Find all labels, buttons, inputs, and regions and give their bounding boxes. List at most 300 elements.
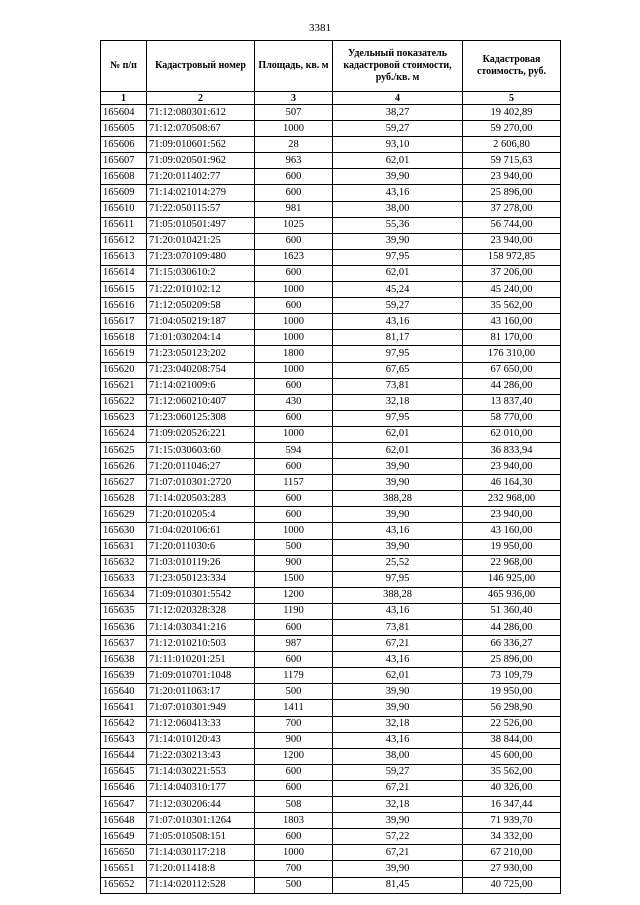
cell-specific-value: 388,28: [333, 491, 463, 507]
cell-row-number: 165652: [101, 877, 147, 893]
cell-specific-value: 62,01: [333, 442, 463, 458]
cell-cadastral-value: 158 972,85: [463, 249, 561, 265]
cell-specific-value: 25,52: [333, 555, 463, 571]
cell-cadastral-value: 44 286,00: [463, 620, 561, 636]
cell-cadastral-value: 19 950,00: [463, 684, 561, 700]
cell-cadastral-number: 71:14:021014:279: [147, 185, 255, 201]
cell-cadastral-number: 71:20:011402:77: [147, 169, 255, 185]
cell-area: 1000: [255, 330, 333, 346]
cell-cadastral-number: 71:20:011418:8: [147, 861, 255, 877]
cell-specific-value: 43,16: [333, 732, 463, 748]
cell-cadastral-number: 71:07:010301:2720: [147, 475, 255, 491]
cell-cadastral-value: 2 606,80: [463, 137, 561, 153]
cell-row-number: 165640: [101, 684, 147, 700]
cell-cadastral-value: 23 940,00: [463, 233, 561, 249]
cell-row-number: 165631: [101, 539, 147, 555]
cell-specific-value: 62,01: [333, 668, 463, 684]
cell-specific-value: 38,00: [333, 201, 463, 217]
table-row: [101, 394, 561, 410]
table-row: [101, 877, 561, 893]
column-number: 5: [463, 92, 561, 105]
cell-cadastral-number: 71:12:030206:44: [147, 797, 255, 813]
cell-specific-value: 43,16: [333, 652, 463, 668]
cell-specific-value: 38,27: [333, 105, 463, 121]
cell-row-number: 165639: [101, 668, 147, 684]
cell-specific-value: 43,16: [333, 603, 463, 619]
cell-specific-value: 32,18: [333, 716, 463, 732]
cell-row-number: 165617: [101, 314, 147, 330]
cell-area: 1025: [255, 217, 333, 233]
cell-cadastral-number: 71:09:010301:5542: [147, 587, 255, 603]
cadastral-value-table: [100, 40, 561, 894]
cell-cadastral-number: 71:20:010421:25: [147, 233, 255, 249]
cell-area: 1200: [255, 748, 333, 764]
cell-cadastral-number: 71:14:020503:283: [147, 491, 255, 507]
cell-area: 1000: [255, 314, 333, 330]
cell-row-number: 165606: [101, 137, 147, 153]
cell-cadastral-number: 71:07:010301:949: [147, 700, 255, 716]
cell-cadastral-value: 43 160,00: [463, 314, 561, 330]
cell-cadastral-value: 56 744,00: [463, 217, 561, 233]
table-row: [101, 169, 561, 185]
table-row: [101, 797, 561, 813]
cell-cadastral-value: 16 347,44: [463, 797, 561, 813]
cell-cadastral-number: 71:14:021009:6: [147, 378, 255, 394]
table-row: [101, 314, 561, 330]
table-row: [101, 491, 561, 507]
cell-cadastral-value: 71 939,70: [463, 813, 561, 829]
cell-specific-value: 73,81: [333, 378, 463, 394]
cell-cadastral-number: 71:20:010205:4: [147, 507, 255, 523]
cell-cadastral-value: 35 562,00: [463, 764, 561, 780]
cell-specific-value: 81,45: [333, 877, 463, 893]
cell-cadastral-value: 19 402,89: [463, 105, 561, 121]
cell-row-number: 165604: [101, 105, 147, 121]
cell-cadastral-value: 465 936,00: [463, 587, 561, 603]
header-specific-value: Удельный показатель кадастровой стоимости, руб./кв. м: [333, 41, 463, 92]
cell-cadastral-value: 59 270,00: [463, 121, 561, 137]
cell-specific-value: 62,01: [333, 426, 463, 442]
cell-cadastral-number: 71:23:040208:754: [147, 362, 255, 378]
table-row: [101, 571, 561, 587]
cell-cadastral-value: 56 298,90: [463, 700, 561, 716]
cell-specific-value: 39,90: [333, 861, 463, 877]
cell-row-number: 165626: [101, 459, 147, 475]
cell-cadastral-value: 25 896,00: [463, 185, 561, 201]
header-cadastral-number: Кадастровый номер: [147, 41, 255, 92]
cell-cadastral-number: 71:20:011030:6: [147, 539, 255, 555]
table-row: [101, 346, 561, 362]
table-row: [101, 426, 561, 442]
cell-cadastral-number: 71:14:030221:553: [147, 764, 255, 780]
cell-area: 600: [255, 652, 333, 668]
cell-cadastral-number: 71:12:050209:58: [147, 298, 255, 314]
column-number: 3: [255, 92, 333, 105]
cell-specific-value: 59,27: [333, 298, 463, 314]
table-row: [101, 555, 561, 571]
cell-cadastral-value: 40 326,00: [463, 780, 561, 796]
table-row: [101, 330, 561, 346]
cell-cadastral-number: 71:09:010701:1048: [147, 668, 255, 684]
cell-specific-value: 73,81: [333, 620, 463, 636]
cell-row-number: 165650: [101, 845, 147, 861]
cell-specific-value: 45,24: [333, 282, 463, 298]
table-row: [101, 201, 561, 217]
column-number: 1: [101, 92, 147, 105]
cell-cadastral-value: 232 968,00: [463, 491, 561, 507]
cell-row-number: 165645: [101, 764, 147, 780]
cell-area: 1000: [255, 426, 333, 442]
cell-row-number: 165649: [101, 829, 147, 845]
table-row: [101, 539, 561, 555]
cell-cadastral-number: 71:11:010201:251: [147, 652, 255, 668]
cell-row-number: 165620: [101, 362, 147, 378]
cell-cadastral-value: 66 336,27: [463, 636, 561, 652]
cell-area: 1623: [255, 249, 333, 265]
cell-cadastral-value: 51 360,40: [463, 603, 561, 619]
cell-row-number: 165623: [101, 410, 147, 426]
cell-specific-value: 67,21: [333, 845, 463, 861]
cell-row-number: 165630: [101, 523, 147, 539]
cell-area: 600: [255, 185, 333, 201]
cell-area: 600: [255, 265, 333, 281]
cell-specific-value: 62,01: [333, 265, 463, 281]
cell-cadastral-number: 71:03:010119:26: [147, 555, 255, 571]
cell-row-number: 165614: [101, 265, 147, 281]
cell-row-number: 165642: [101, 716, 147, 732]
table-row: [101, 587, 561, 603]
cell-area: 1157: [255, 475, 333, 491]
table-row: [101, 121, 561, 137]
cell-specific-value: 388,28: [333, 587, 463, 603]
table-row: [101, 603, 561, 619]
table-row: [101, 298, 561, 314]
cell-specific-value: 97,95: [333, 410, 463, 426]
cell-cadastral-value: 34 332,00: [463, 829, 561, 845]
cell-row-number: 165629: [101, 507, 147, 523]
cell-area: 1190: [255, 603, 333, 619]
cell-area: 600: [255, 233, 333, 249]
table-row: [101, 185, 561, 201]
cell-specific-value: 67,65: [333, 362, 463, 378]
cell-area: 1411: [255, 700, 333, 716]
cell-specific-value: 43,16: [333, 314, 463, 330]
cell-row-number: 165634: [101, 587, 147, 603]
cell-cadastral-value: 37 278,00: [463, 201, 561, 217]
cell-area: 1000: [255, 523, 333, 539]
cell-cadastral-number: 71:05:010501:497: [147, 217, 255, 233]
cell-row-number: 165616: [101, 298, 147, 314]
cell-specific-value: 39,90: [333, 475, 463, 491]
cell-specific-value: 97,95: [333, 346, 463, 362]
cell-cadastral-value: 25 896,00: [463, 652, 561, 668]
cell-specific-value: 32,18: [333, 797, 463, 813]
cell-cadastral-number: 71:23:070109:480: [147, 249, 255, 265]
cell-area: 700: [255, 861, 333, 877]
table-row: [101, 249, 561, 265]
cell-specific-value: 97,95: [333, 249, 463, 265]
cell-specific-value: 43,16: [333, 523, 463, 539]
cell-cadastral-value: 43 160,00: [463, 523, 561, 539]
table-row: [101, 459, 561, 475]
cell-cadastral-number: 71:09:010601:562: [147, 137, 255, 153]
cell-row-number: 165605: [101, 121, 147, 137]
cell-area: 430: [255, 394, 333, 410]
table-row: [101, 153, 561, 169]
table-row: [101, 265, 561, 281]
cell-cadastral-value: 45 600,00: [463, 748, 561, 764]
cell-row-number: 165612: [101, 233, 147, 249]
header-area: Площадь, кв. м: [255, 41, 333, 92]
table-row: [101, 732, 561, 748]
table-row: [101, 475, 561, 491]
cell-row-number: 165608: [101, 169, 147, 185]
cell-area: 600: [255, 829, 333, 845]
table-header-row: [101, 41, 561, 92]
table-row: [101, 668, 561, 684]
cell-row-number: 165613: [101, 249, 147, 265]
cell-cadastral-number: 71:22:050115:57: [147, 201, 255, 217]
cell-cadastral-number: 71:07:010301:1264: [147, 813, 255, 829]
cell-specific-value: 97,95: [333, 571, 463, 587]
cell-row-number: 165619: [101, 346, 147, 362]
table-row: [101, 362, 561, 378]
cell-area: 900: [255, 555, 333, 571]
column-number-row: [101, 92, 561, 105]
cell-cadastral-number: 71:12:080301:612: [147, 105, 255, 121]
cell-cadastral-value: 13 837,40: [463, 394, 561, 410]
cell-cadastral-value: 38 844,00: [463, 732, 561, 748]
table-row: [101, 684, 561, 700]
cell-cadastral-number: 71:22:030213:43: [147, 748, 255, 764]
cell-specific-value: 38,00: [333, 748, 463, 764]
cell-area: 900: [255, 732, 333, 748]
cell-specific-value: 39,90: [333, 233, 463, 249]
cell-area: 600: [255, 780, 333, 796]
cell-specific-value: 39,90: [333, 539, 463, 555]
cell-row-number: 165632: [101, 555, 147, 571]
cell-area: 594: [255, 442, 333, 458]
cell-specific-value: 39,90: [333, 459, 463, 475]
table-row: [101, 652, 561, 668]
cell-area: 600: [255, 298, 333, 314]
cell-cadastral-number: 71:14:030341:216: [147, 620, 255, 636]
cell-area: 500: [255, 877, 333, 893]
cell-row-number: 165643: [101, 732, 147, 748]
cell-specific-value: 39,90: [333, 813, 463, 829]
cell-cadastral-number: 71:23:060125:308: [147, 410, 255, 426]
cell-specific-value: 93,10: [333, 137, 463, 153]
cell-row-number: 165644: [101, 748, 147, 764]
cell-specific-value: 67,21: [333, 780, 463, 796]
cell-row-number: 165647: [101, 797, 147, 813]
column-number: 2: [147, 92, 255, 105]
cell-cadastral-number: 71:22:010102:12: [147, 282, 255, 298]
cell-specific-value: 59,27: [333, 121, 463, 137]
cell-cadastral-number: 71:05:010508:151: [147, 829, 255, 845]
cell-cadastral-number: 71:01:030204:14: [147, 330, 255, 346]
table-body: [101, 105, 561, 894]
cell-area: 508: [255, 797, 333, 813]
cell-cadastral-value: 146 925,00: [463, 571, 561, 587]
cell-area: 507: [255, 105, 333, 121]
cell-cadastral-number: 71:20:011046:27: [147, 459, 255, 475]
cell-row-number: 165628: [101, 491, 147, 507]
cell-row-number: 165607: [101, 153, 147, 169]
cell-row-number: 165611: [101, 217, 147, 233]
cell-area: 500: [255, 539, 333, 555]
cell-row-number: 165618: [101, 330, 147, 346]
cell-row-number: 165610: [101, 201, 147, 217]
cell-row-number: 165641: [101, 700, 147, 716]
table-row: [101, 813, 561, 829]
cell-row-number: 165621: [101, 378, 147, 394]
cell-area: 1803: [255, 813, 333, 829]
table-row: [101, 780, 561, 796]
cell-cadastral-value: 67 650,00: [463, 362, 561, 378]
cell-area: 28: [255, 137, 333, 153]
table-row: [101, 861, 561, 877]
cell-cadastral-value: 36 833,94: [463, 442, 561, 458]
cell-row-number: 165622: [101, 394, 147, 410]
cell-cadastral-number: 71:14:040310:177: [147, 780, 255, 796]
cell-area: 981: [255, 201, 333, 217]
cell-cadastral-value: 81 170,00: [463, 330, 561, 346]
table-row: [101, 620, 561, 636]
cell-specific-value: 55,36: [333, 217, 463, 233]
cell-specific-value: 81,17: [333, 330, 463, 346]
cell-cadastral-value: 59 715,63: [463, 153, 561, 169]
column-number: 4: [333, 92, 463, 105]
cell-cadastral-value: 40 725,00: [463, 877, 561, 893]
cell-cadastral-value: 44 286,00: [463, 378, 561, 394]
cell-area: 600: [255, 169, 333, 185]
table-row: [101, 410, 561, 426]
cell-row-number: 165625: [101, 442, 147, 458]
header-row-number: № п/п: [101, 41, 147, 92]
cell-cadastral-value: 35 562,00: [463, 298, 561, 314]
cell-row-number: 165633: [101, 571, 147, 587]
cell-cadastral-number: 71:23:050123:334: [147, 571, 255, 587]
cell-area: 600: [255, 410, 333, 426]
cell-area: 600: [255, 491, 333, 507]
cell-cadastral-number: 71:09:020501:962: [147, 153, 255, 169]
cell-cadastral-number: 71:14:030117:218: [147, 845, 255, 861]
cell-specific-value: 39,90: [333, 507, 463, 523]
table-row: [101, 507, 561, 523]
cell-specific-value: 32,18: [333, 394, 463, 410]
cell-specific-value: 67,21: [333, 636, 463, 652]
table-row: [101, 845, 561, 861]
cell-cadastral-number: 71:12:060210:407: [147, 394, 255, 410]
cell-area: 600: [255, 459, 333, 475]
cell-cadastral-number: 71:09:020526:221: [147, 426, 255, 442]
header-cadastral-value: Кадастровая стоимость, руб.: [463, 41, 561, 92]
table-row: [101, 748, 561, 764]
cell-row-number: 165646: [101, 780, 147, 796]
cell-cadastral-value: 23 940,00: [463, 169, 561, 185]
cell-area: 963: [255, 153, 333, 169]
table-row: [101, 700, 561, 716]
table-row: [101, 105, 561, 121]
cell-cadastral-number: 71:23:050123:202: [147, 346, 255, 362]
cell-cadastral-number: 71:04:050219:187: [147, 314, 255, 330]
table-row: [101, 829, 561, 845]
cell-cadastral-value: 73 109,79: [463, 668, 561, 684]
cell-row-number: 165635: [101, 603, 147, 619]
cell-cadastral-number: 71:12:010210:503: [147, 636, 255, 652]
cell-area: 1179: [255, 668, 333, 684]
page-number: 3381: [309, 22, 331, 34]
cell-area: 1000: [255, 282, 333, 298]
cell-cadastral-number: 71:12:070508:67: [147, 121, 255, 137]
table-row: [101, 636, 561, 652]
cell-cadastral-value: 23 940,00: [463, 507, 561, 523]
cell-area: 1000: [255, 845, 333, 861]
table-row: [101, 282, 561, 298]
table-row: [101, 523, 561, 539]
cell-cadastral-number: 71:15:030603:60: [147, 442, 255, 458]
cell-cadastral-value: 22 968,00: [463, 555, 561, 571]
table-row: [101, 716, 561, 732]
cell-row-number: 165615: [101, 282, 147, 298]
cell-row-number: 165624: [101, 426, 147, 442]
table-row: [101, 378, 561, 394]
cell-cadastral-value: 62 010,00: [463, 426, 561, 442]
cell-cadastral-value: 67 210,00: [463, 845, 561, 861]
table-row: [101, 233, 561, 249]
cell-cadastral-value: 22 526,00: [463, 716, 561, 732]
cell-cadastral-number: 71:15:030610:2: [147, 265, 255, 281]
cell-specific-value: 62,01: [333, 153, 463, 169]
cell-area: 1800: [255, 346, 333, 362]
cell-specific-value: 43,16: [333, 185, 463, 201]
table-row: [101, 137, 561, 153]
cell-cadastral-number: 71:20:011063:17: [147, 684, 255, 700]
cell-area: 1500: [255, 571, 333, 587]
cell-specific-value: 39,90: [333, 684, 463, 700]
cell-area: 600: [255, 378, 333, 394]
cell-area: 600: [255, 620, 333, 636]
cell-cadastral-number: 71:12:020328:328: [147, 603, 255, 619]
cell-specific-value: 57,22: [333, 829, 463, 845]
cell-row-number: 165638: [101, 652, 147, 668]
cell-cadastral-number: 71:04:020106:61: [147, 523, 255, 539]
cell-cadastral-value: 23 940,00: [463, 459, 561, 475]
cell-cadastral-number: 71:14:010120:43: [147, 732, 255, 748]
cell-row-number: 165637: [101, 636, 147, 652]
cell-cadastral-value: 19 950,00: [463, 539, 561, 555]
cell-cadastral-value: 176 310,00: [463, 346, 561, 362]
cell-cadastral-value: 58 770,00: [463, 410, 561, 426]
cell-area: 1000: [255, 121, 333, 137]
cell-area: 1000: [255, 362, 333, 378]
cell-specific-value: 59,27: [333, 764, 463, 780]
cell-specific-value: 39,90: [333, 169, 463, 185]
cell-area: 1200: [255, 587, 333, 603]
cell-cadastral-value: 27 930,00: [463, 861, 561, 877]
table-row: [101, 217, 561, 233]
table-row: [101, 442, 561, 458]
cell-cadastral-value: 46 164,30: [463, 475, 561, 491]
cell-row-number: 165609: [101, 185, 147, 201]
cell-area: 500: [255, 684, 333, 700]
cell-area: 700: [255, 716, 333, 732]
cell-area: 600: [255, 764, 333, 780]
cell-area: 600: [255, 507, 333, 523]
cell-cadastral-number: 71:14:020112:528: [147, 877, 255, 893]
cell-row-number: 165636: [101, 620, 147, 636]
